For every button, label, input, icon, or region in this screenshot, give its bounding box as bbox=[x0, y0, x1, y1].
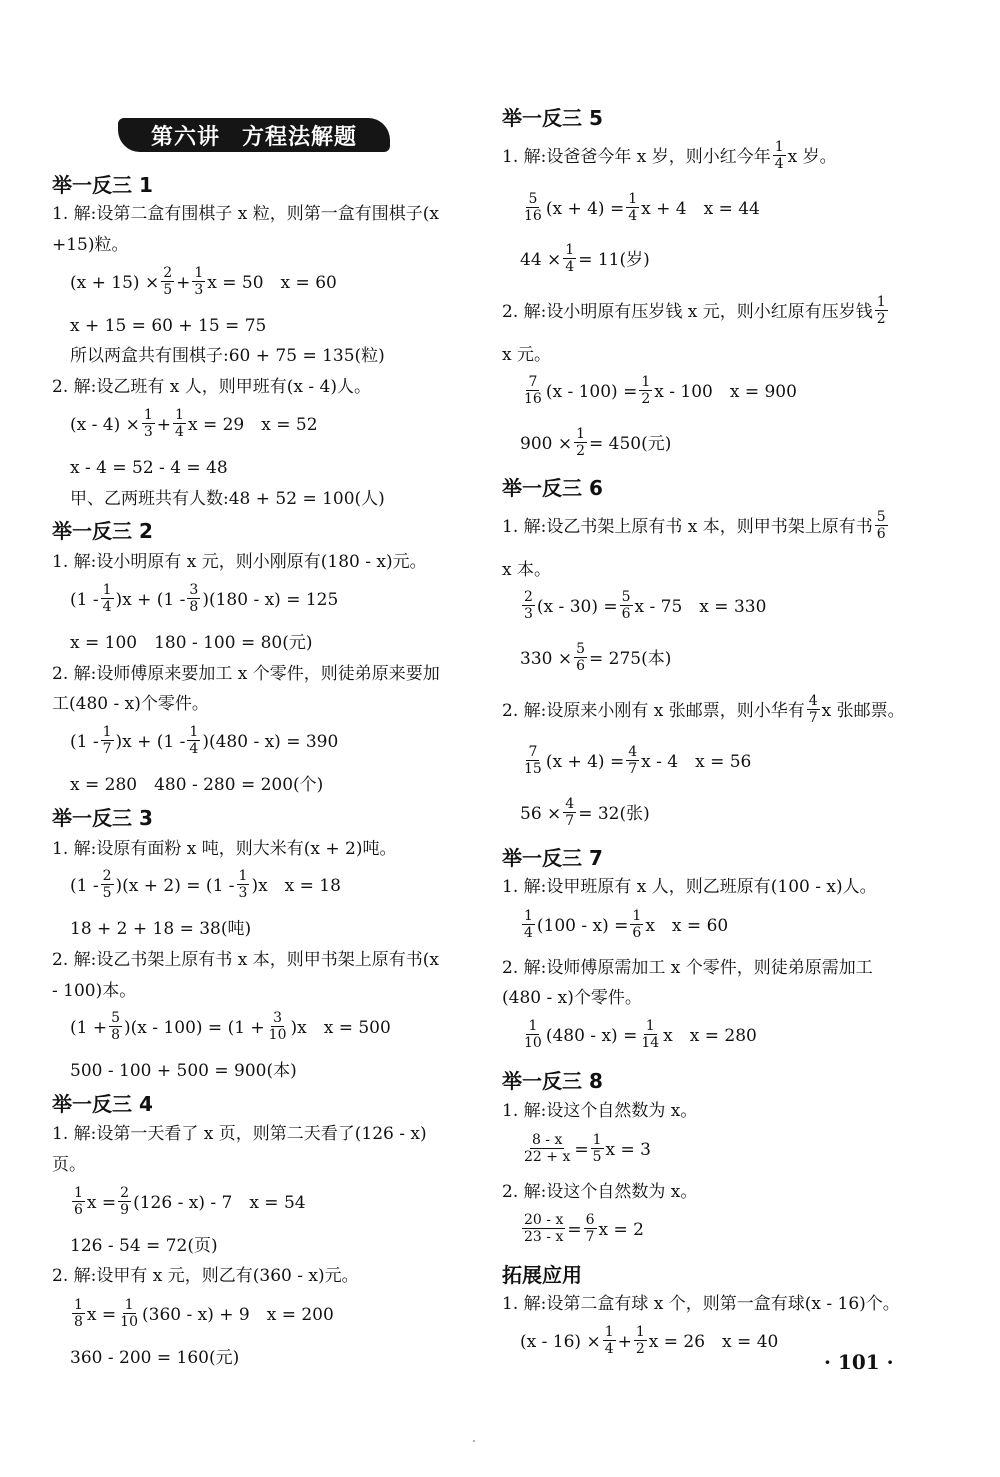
section-heading: 举一反三 5 bbox=[502, 106, 603, 130]
text-line: 2. 解:设乙书架上原有书 x 本，则甲书架上原有书(x bbox=[52, 950, 439, 970]
equation: (1 - $\frac{2}{5}$ )(x + 2) = (1 - $\frac{1}{3}$ )x x = 18 bbox=[70, 868, 341, 901]
text-line: 1. 解:设乙书架上原有书 x 本，则甲书架上原有书 $\frac{5}{6}$ bbox=[502, 509, 886, 542]
text-line: 360 - 200 = 160(元) bbox=[70, 1348, 240, 1368]
section-heading: 举一反三 8 bbox=[502, 1069, 603, 1093]
equation: $\frac{1}{10}$ (480 - x) = $\frac{1}{14}$ x x = 280 bbox=[524, 1018, 757, 1051]
text-line: 1. 解:设第二盒有围棋子 x 粒，则第一盒有围棋子(x bbox=[52, 204, 439, 224]
text-line: 2. 解:设原来小刚有 x 张邮票，则小华有 $\frac{4}{7}$ x 张邮票。 bbox=[502, 693, 905, 726]
equation: $\frac{7}{16}$ (x - 100) = $\frac{1}{2}$ x - 100 x = 900 bbox=[524, 374, 797, 407]
equation: (1 - $\frac{1}{4}$ )x + (1 - $\frac{3}{8}$ )(180 - x) = 125 bbox=[70, 582, 339, 615]
equation: $\frac{1}{8}$ x = $\frac{1}{10}$ (360 - x) + 9 x = 200 bbox=[74, 1297, 334, 1330]
equation: $\frac{5}{16}$ (x + 4) = $\frac{1}{4}$ x + 4 x = 44 bbox=[524, 191, 760, 224]
text-line: 工(480 - x)个零件。 bbox=[52, 694, 209, 714]
equation: $\frac{2}{3}$ (x - 30) = $\frac{5}{6}$ x - 75 x = 330 bbox=[524, 589, 767, 622]
equation: (x - 4) × $\frac{1}{3}$ + $\frac{1}{4}$ x = 29 x = 52 bbox=[70, 407, 318, 440]
text-line: 所以两盒共有围棋子:60 + 75 = 135(粒) bbox=[70, 346, 385, 366]
text-line: 1. 解:设原有面粉 x 吨，则大米有(x + 2)吨。 bbox=[52, 839, 397, 859]
equation: $\frac{7}{15}$ (x + 4) = $\frac{4}{7}$ x - 4 x = 56 bbox=[524, 744, 752, 777]
section-heading: 举一反三 1 bbox=[52, 173, 153, 197]
text-line: 2. 解:设甲有 x 元，则乙有(360 - x)元。 bbox=[52, 1266, 359, 1286]
text-line: 1. 解:设第一天看了 x 页，则第二天看了(126 - x) bbox=[52, 1124, 427, 1144]
equation: (1 + $\frac{5}{8}$ )(x - 100) = (1 + $\frac{3}{10}$ )x x = 500 bbox=[70, 1010, 391, 1043]
equation: $\frac{1}{4}$ (100 - x) = $\frac{1}{6}$ x x = 60 bbox=[524, 908, 729, 941]
equation: $\frac{20 - x}{23 - x}$ = $\frac{6}{7}$ x = 2 bbox=[524, 1212, 644, 1245]
text-line: 500 - 100 + 500 = 900(本) bbox=[70, 1061, 297, 1081]
equation: $\frac{8 - x}{22 + x}$ = $\frac{1}{5}$ x = 3 bbox=[524, 1132, 651, 1165]
text-line: 页。 bbox=[52, 1155, 86, 1175]
text-line: 1. 解:设这个自然数为 x。 bbox=[502, 1101, 698, 1121]
text-line: x - 4 = 52 - 4 = 48 bbox=[70, 458, 228, 478]
lesson-name: 方程法解题 bbox=[242, 124, 358, 150]
equation: 44 × $\frac{1}{4}$ = 11(岁) bbox=[520, 242, 650, 275]
text-line: 2. 解:设这个自然数为 x。 bbox=[502, 1182, 698, 1202]
equation: $\frac{1}{6}$ x = $\frac{2}{9}$ (126 - x) - 7 x = 54 bbox=[74, 1185, 306, 1218]
text-line: x 本。 bbox=[502, 560, 551, 580]
section-heading: 举一反三 6 bbox=[502, 476, 603, 500]
section-heading: 拓展应用 bbox=[502, 1263, 582, 1287]
equation: (x + 15) × $\frac{2}{5}$ + $\frac{1}{3}$ x = 50 x = 60 bbox=[70, 265, 337, 298]
lesson-title-banner bbox=[118, 118, 390, 152]
equation: 56 × $\frac{4}{7}$ = 32(张) bbox=[520, 796, 650, 829]
text-line: - 100)本。 bbox=[52, 981, 137, 1001]
text-line: 2. 解:设师傅原来要加工 x 个零件，则徒弟原来要加 bbox=[52, 664, 440, 684]
equation: 900 × $\frac{1}{2}$ = 450(元) bbox=[520, 426, 672, 459]
equation: (x - 16) × $\frac{1}{4}$ + $\frac{1}{2}$ x = 26 x = 40 bbox=[520, 1324, 779, 1357]
text-line: 1. 解:设小明原有 x 元，则小刚原有(180 - x)元。 bbox=[52, 552, 427, 572]
section-heading: 举一反三 4 bbox=[52, 1092, 153, 1116]
text-line: 126 - 54 = 72(页) bbox=[70, 1236, 218, 1256]
text-line: +15)粒。 bbox=[52, 235, 129, 255]
text-line: 2. 解:设师傅原需加工 x 个零件，则徒弟原需加工 bbox=[502, 958, 873, 978]
section-heading: 举一反三 2 bbox=[52, 519, 153, 543]
section-heading: 举一反三 7 bbox=[502, 846, 603, 870]
text-line: 2. 解:设乙班有 x 人，则甲班有(x - 4)人。 bbox=[52, 377, 371, 397]
text-line: x + 15 = 60 + 15 = 75 bbox=[70, 316, 267, 336]
text-line: 2. 解:设小明原有压岁钱 x 元，则小红原有压岁钱 $\frac{1}{2}$ bbox=[502, 294, 886, 327]
section-heading: 举一反三 3 bbox=[52, 806, 153, 830]
equation: 330 × $\frac{5}{6}$ = 275(本) bbox=[520, 641, 672, 674]
text-line: 1. 解:设第二盒有球 x 个，则第一盒有球(x - 16)个。 bbox=[502, 1294, 900, 1314]
lesson-number: 第六讲 bbox=[150, 124, 220, 150]
text-line: x 元。 bbox=[502, 345, 551, 365]
scan-speck bbox=[473, 1440, 475, 1442]
page-number: · 101 · bbox=[824, 1350, 894, 1374]
equation: (1 - $\frac{1}{7}$ )x + (1 - $\frac{1}{4}$ )(480 - x) = 390 bbox=[70, 724, 339, 757]
text-line: x = 280 480 - 280 = 200(个) bbox=[70, 775, 324, 795]
text-line: x = 100 180 - 100 = 80(元) bbox=[70, 633, 313, 653]
text-line: 1. 解:设甲班原有 x 人，则乙班原有(100 - x)人。 bbox=[502, 877, 877, 897]
text-line: 18 + 2 + 18 = 38(吨) bbox=[70, 919, 252, 939]
text-line: 甲、乙两班共有人数:48 + 52 = 100(人) bbox=[70, 489, 385, 509]
text-line: 1. 解:设爸爸今年 x 岁，则小红今年 $\frac{1}{4}$ x 岁。 bbox=[502, 139, 837, 172]
text-line: (480 - x)个零件。 bbox=[502, 988, 642, 1008]
